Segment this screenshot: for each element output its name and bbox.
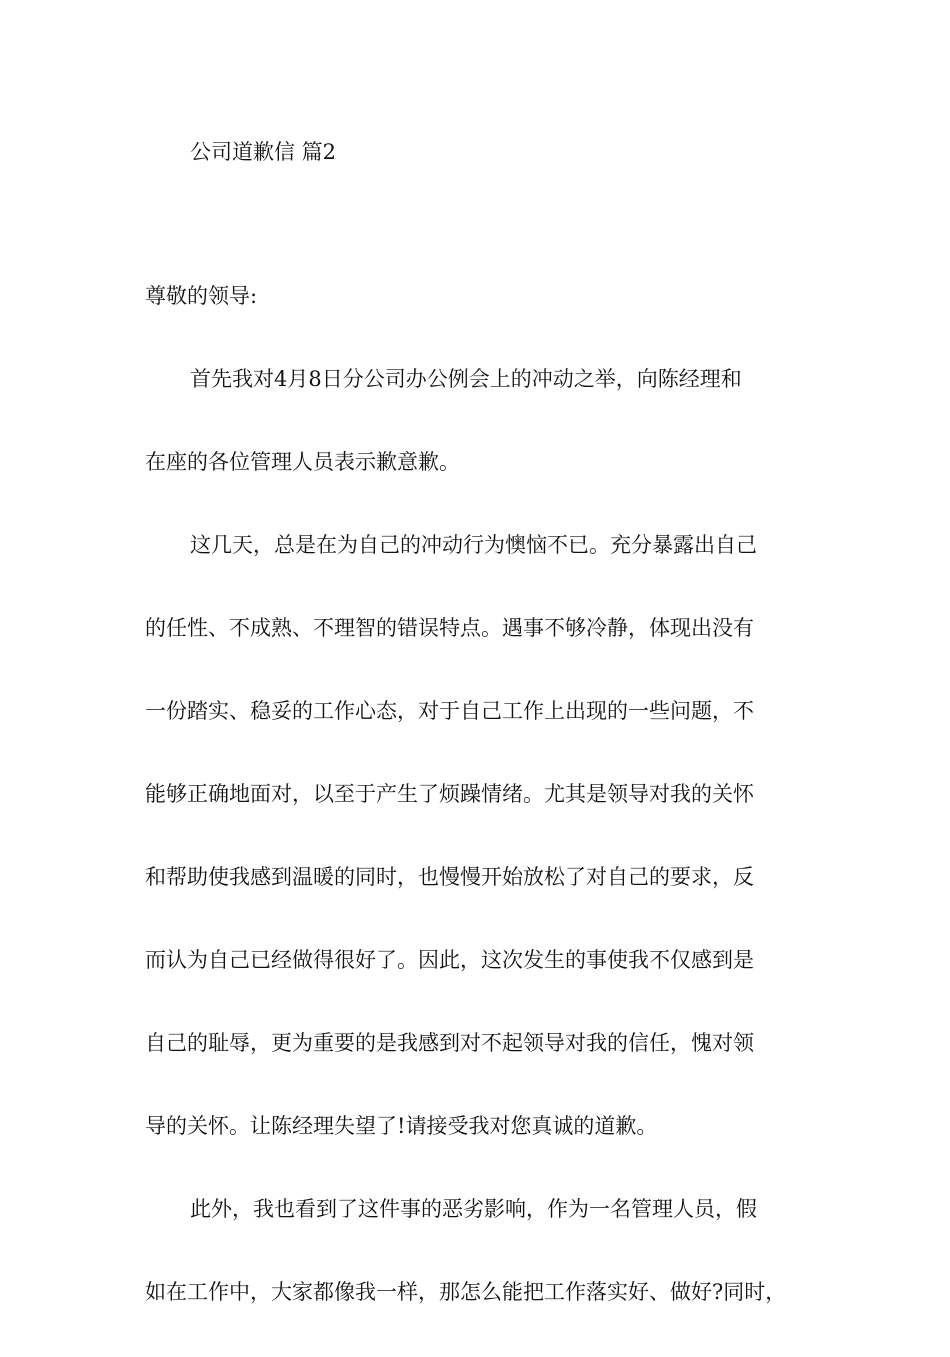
letter-body bbox=[145, 278, 815, 1357]
paragraph-line: 导的关怀。让陈经理失望了!请接受我对您真诚的道歉。 bbox=[145, 1114, 658, 1138]
paragraph-line: 首先我对4月8日分公司办公例会上的冲动之举，向陈经理和 bbox=[190, 367, 742, 391]
paragraph-line: 和帮助使我感到温暖的同时，也慢慢开始放松了对自己的要求，反 bbox=[145, 865, 754, 889]
paragraph-line: 的任性、不成熟、不理智的错误特点。遇事不够冷静，体现出没有 bbox=[145, 616, 754, 640]
paragraph-line: 自己的耻辱，更为重要的是我感到对不起领导对我的信任，愧对领 bbox=[145, 1031, 754, 1055]
paragraph-line: 在座的各位管理人员表示歉意歉。 bbox=[145, 450, 460, 474]
paragraph-line: 一份踏实、稳妥的工作心态，对于自己工作上出现的一些问题，不 bbox=[145, 699, 754, 723]
paragraph-line: 能够正确地面对，以至于产生了烦躁情绪。尤其是领导对我的关怀 bbox=[145, 782, 754, 806]
paragraph-line: 而认为自己已经做得很好了。因此，这次发生的事使我不仅感到是 bbox=[145, 948, 754, 972]
paragraph-line: 此外，我也看到了这件事的恶劣影响，作为一名管理人员，假 bbox=[190, 1197, 757, 1221]
paragraph-line: 这几天，总是在为自己的冲动行为懊恼不已。充分暴露出自己 bbox=[190, 533, 757, 557]
paragraph-line: 如在工作中，大家都像我一样，那怎么能把工作落实好、做好?同时， bbox=[145, 1280, 787, 1304]
salutation: 尊敬的领导: bbox=[145, 284, 258, 308]
document-title: 公司道歉信 篇2 bbox=[190, 140, 337, 164]
